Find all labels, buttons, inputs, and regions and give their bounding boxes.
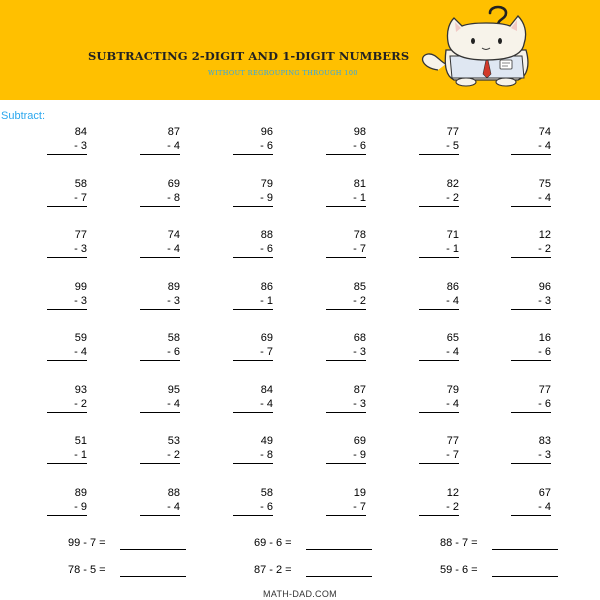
subtraction-problem: [140, 332, 180, 376]
subtrahend: - 4: [74, 346, 87, 358]
answer-line[interactable]: [419, 154, 459, 155]
subtraction-problem: [419, 384, 459, 428]
minuend: 87: [353, 384, 366, 396]
answer-line[interactable]: [511, 412, 551, 413]
subtrahend: - 6: [538, 398, 551, 410]
subtrahend: - 2: [74, 398, 87, 410]
subtrahend: - 4: [167, 501, 180, 513]
answer-line[interactable]: [233, 515, 273, 516]
minuend: 65: [446, 332, 459, 344]
minuend: 74: [538, 126, 551, 138]
subtrahend: - 4: [260, 398, 273, 410]
minuend: 82: [446, 178, 459, 190]
answer-blank[interactable]: [120, 576, 186, 577]
subtraction-problem: [326, 435, 366, 479]
minuend: 78: [353, 229, 366, 241]
header-banner: [0, 0, 600, 100]
answer-blank[interactable]: [306, 549, 372, 550]
subtraction-problem: [326, 229, 366, 273]
subtraction-problem: [511, 126, 551, 170]
answer-line[interactable]: [47, 309, 87, 310]
minuend: 12: [538, 229, 551, 241]
subtraction-problem: [511, 487, 551, 531]
minuend: 96: [538, 281, 551, 293]
subtraction-problem: [419, 487, 459, 531]
subtraction-problem: [511, 384, 551, 428]
subtrahend: - 9: [74, 501, 87, 513]
minuend: 77: [538, 384, 551, 396]
subtrahend: - 8: [167, 192, 180, 204]
minuend: 58: [74, 178, 87, 190]
subtraction-problem: [419, 281, 459, 325]
subtraction-problem: [419, 126, 459, 170]
minuend: 85: [353, 281, 366, 293]
subtraction-problem: [47, 332, 87, 376]
subtraction-problem: [47, 126, 87, 170]
subtrahend: - 7: [353, 243, 366, 255]
subtraction-problem: [140, 384, 180, 428]
minuend: 81: [353, 178, 366, 190]
subtraction-problem: [326, 281, 366, 325]
subtraction-problem: [511, 229, 551, 273]
subtrahend: - 3: [74, 295, 87, 307]
subtraction-problem: [419, 332, 459, 376]
answer-line[interactable]: [511, 206, 551, 207]
subtraction-problem: [140, 229, 180, 273]
subtrahend: - 3: [167, 295, 180, 307]
subtrahend: - 7: [353, 501, 366, 513]
subtraction-problem: [511, 281, 551, 325]
answer-line[interactable]: [140, 515, 180, 516]
minuend: 75: [538, 178, 551, 190]
subtrahend: - 6: [167, 346, 180, 358]
answer-line[interactable]: [140, 309, 180, 310]
subtrahend: - 1: [260, 295, 273, 307]
subtraction-problem: [233, 229, 273, 273]
minuend: 51: [74, 435, 87, 447]
answer-line[interactable]: [140, 463, 180, 464]
subtrahend: - 7: [74, 192, 87, 204]
subtrahend: - 9: [353, 449, 366, 461]
subtrahend: - 4: [446, 346, 459, 358]
horizontal-problem: [440, 564, 478, 580]
subtraction-problem: [47, 487, 87, 531]
answer-line[interactable]: [140, 360, 180, 361]
subtrahend: - 7: [446, 449, 459, 461]
answer-line[interactable]: [47, 257, 87, 258]
answer-blank[interactable]: [306, 576, 372, 577]
subtraction-problem: [47, 178, 87, 222]
subtraction-problem: [140, 126, 180, 170]
answer-line[interactable]: [326, 257, 366, 258]
subtraction-problem: [140, 435, 180, 479]
answer-line[interactable]: [233, 360, 273, 361]
minuend: 67: [538, 487, 551, 499]
subtrahend: - 1: [446, 243, 459, 255]
subtraction-problem: [233, 126, 273, 170]
minuend: 68: [353, 332, 366, 344]
subtrahend: - 4: [538, 140, 551, 152]
subtraction-problem: [140, 487, 180, 531]
minuend: 79: [446, 384, 459, 396]
horizontal-problem: [254, 537, 292, 553]
subtrahend: - 6: [260, 501, 273, 513]
equation-label: 88 - 7 =: [440, 537, 478, 549]
subtraction-problem: [47, 384, 87, 428]
answer-line[interactable]: [233, 154, 273, 155]
subtraction-problem: [233, 435, 273, 479]
horizontal-problem: [68, 537, 106, 553]
minuend: 77: [446, 126, 459, 138]
answer-line[interactable]: [419, 309, 459, 310]
subtraction-problem: [140, 178, 180, 222]
answer-line[interactable]: [326, 463, 366, 464]
horizontal-problem: [68, 564, 106, 580]
subtraction-problem: [140, 281, 180, 325]
subtrahend: - 1: [353, 192, 366, 204]
subtraction-problem: [419, 178, 459, 222]
minuend: 79: [260, 178, 273, 190]
equation-label: 78 - 5 =: [68, 564, 106, 576]
answer-line[interactable]: [47, 206, 87, 207]
subtrahend: - 6: [538, 346, 551, 358]
minuend: 19: [353, 487, 366, 499]
answer-line[interactable]: [326, 515, 366, 516]
answer-line[interactable]: [419, 412, 459, 413]
subtrahend: - 8: [260, 449, 273, 461]
equation-label: 87 - 2 =: [254, 564, 292, 576]
subtrahend: - 4: [167, 398, 180, 410]
subtraction-problem: [326, 126, 366, 170]
minuend: 84: [260, 384, 273, 396]
answer-blank[interactable]: [492, 576, 558, 577]
subtraction-problem: [233, 281, 273, 325]
subtraction-problem: [511, 332, 551, 376]
subtrahend: - 2: [446, 192, 459, 204]
answer-line[interactable]: [233, 309, 273, 310]
subtrahend: - 2: [538, 243, 551, 255]
minuend: 77: [446, 435, 459, 447]
equation-label: 99 - 7 =: [68, 537, 106, 549]
answer-line[interactable]: [419, 515, 459, 516]
subtrahend: - 2: [446, 501, 459, 513]
answer-line[interactable]: [326, 360, 366, 361]
minuend: 69: [353, 435, 366, 447]
minuend: 83: [538, 435, 551, 447]
subtraction-problem: [511, 178, 551, 222]
answer-line[interactable]: [326, 412, 366, 413]
minuend: 86: [260, 281, 273, 293]
subtraction-problem: [47, 229, 87, 273]
subtraction-problem: [326, 384, 366, 428]
worksheet-title: SUBTRACTING 2-DIGIT AND 1-DIGIT NUMBERS: [88, 49, 410, 63]
answer-line[interactable]: [233, 412, 273, 413]
subtrahend: - 6: [260, 243, 273, 255]
answer-line[interactable]: [47, 154, 87, 155]
subtrahend: - 3: [74, 243, 87, 255]
answer-line[interactable]: [47, 360, 87, 361]
answer-line[interactable]: [511, 309, 551, 310]
answer-line[interactable]: [140, 206, 180, 207]
minuend: 88: [167, 487, 180, 499]
minuend: 89: [74, 487, 87, 499]
answer-line[interactable]: [233, 463, 273, 464]
subtrahend: - 3: [538, 449, 551, 461]
answer-line[interactable]: [419, 257, 459, 258]
subtrahend: - 2: [353, 295, 366, 307]
minuend: 89: [167, 281, 180, 293]
subtrahend: - 3: [353, 398, 366, 410]
worksheet-subtitle: WITHOUT REGROUPING THROUGH 100: [208, 69, 358, 77]
subtrahend: - 9: [260, 192, 273, 204]
subtraction-problem: [511, 435, 551, 479]
subtrahend: - 4: [167, 140, 180, 152]
answer-blank[interactable]: [492, 549, 558, 550]
answer-line[interactable]: [326, 309, 366, 310]
subtraction-problem: [233, 384, 273, 428]
subtrahend: - 4: [167, 243, 180, 255]
answer-line[interactable]: [511, 515, 551, 516]
subtraction-problem: [233, 178, 273, 222]
answer-line[interactable]: [419, 463, 459, 464]
subtrahend: - 3: [74, 140, 87, 152]
subtrahend: - 6: [353, 140, 366, 152]
equation-label: 59 - 6 =: [440, 564, 478, 576]
minuend: 88: [260, 229, 273, 241]
subtrahend: - 4: [538, 192, 551, 204]
subtrahend: - 5: [446, 140, 459, 152]
minuend: 93: [74, 384, 87, 396]
minuend: 77: [74, 229, 87, 241]
answer-line[interactable]: [419, 206, 459, 207]
subtrahend: - 4: [446, 295, 459, 307]
subtraction-problem: [47, 281, 87, 325]
subtrahend: - 3: [538, 295, 551, 307]
answer-line[interactable]: [47, 463, 87, 464]
subtraction-problem: [326, 332, 366, 376]
minuend: 74: [167, 229, 180, 241]
subtraction-problem: [419, 435, 459, 479]
subtraction-problem: [326, 487, 366, 531]
subtraction-problem: [419, 229, 459, 273]
subtraction-problem: [233, 332, 273, 376]
answer-line[interactable]: [140, 412, 180, 413]
answer-line[interactable]: [233, 206, 273, 207]
minuend: 58: [167, 332, 180, 344]
subtrahend: - 4: [538, 501, 551, 513]
minuend: 59: [74, 332, 87, 344]
subtrahend: - 6: [260, 140, 273, 152]
minuend: 69: [260, 332, 273, 344]
subtraction-problem: [233, 487, 273, 531]
subtraction-problem: [47, 435, 87, 479]
subtrahend: - 1: [74, 449, 87, 461]
minuend: 49: [260, 435, 273, 447]
minuend: 71: [446, 229, 459, 241]
answer-line[interactable]: [140, 257, 180, 258]
answer-blank[interactable]: [120, 549, 186, 550]
subtrahend: - 2: [167, 449, 180, 461]
subtrahend: - 3: [353, 346, 366, 358]
minuend: 53: [167, 435, 180, 447]
horizontal-problem: [440, 537, 478, 553]
minuend: 12: [446, 487, 459, 499]
answer-line[interactable]: [419, 360, 459, 361]
answer-line[interactable]: [511, 154, 551, 155]
answer-line[interactable]: [511, 360, 551, 361]
minuend: 87: [167, 126, 180, 138]
answer-line[interactable]: [326, 206, 366, 207]
minuend: 99: [74, 281, 87, 293]
minuend: 58: [260, 487, 273, 499]
minuend: 16: [538, 332, 551, 344]
answer-line[interactable]: [233, 257, 273, 258]
minuend: 98: [353, 126, 366, 138]
answer-line[interactable]: [47, 412, 87, 413]
equation-label: 69 - 6 =: [254, 537, 292, 549]
subtrahend: - 7: [260, 346, 273, 358]
answer-line[interactable]: [326, 154, 366, 155]
minuend: 96: [260, 126, 273, 138]
subtrahend: - 4: [446, 398, 459, 410]
cat-with-question-mark-icon: [410, 0, 560, 95]
answer-line[interactable]: [47, 515, 87, 516]
answer-line[interactable]: [140, 154, 180, 155]
minuend: 95: [167, 384, 180, 396]
minuend: 69: [167, 178, 180, 190]
minuend: 84: [74, 126, 87, 138]
footer-website: MATH-DAD.COM: [263, 589, 337, 599]
answer-line[interactable]: [511, 257, 551, 258]
horizontal-problem: [254, 564, 292, 580]
instruction-label: Subtract:: [1, 110, 46, 122]
minuend: 86: [446, 281, 459, 293]
answer-line[interactable]: [511, 463, 551, 464]
subtraction-problem: [326, 178, 366, 222]
